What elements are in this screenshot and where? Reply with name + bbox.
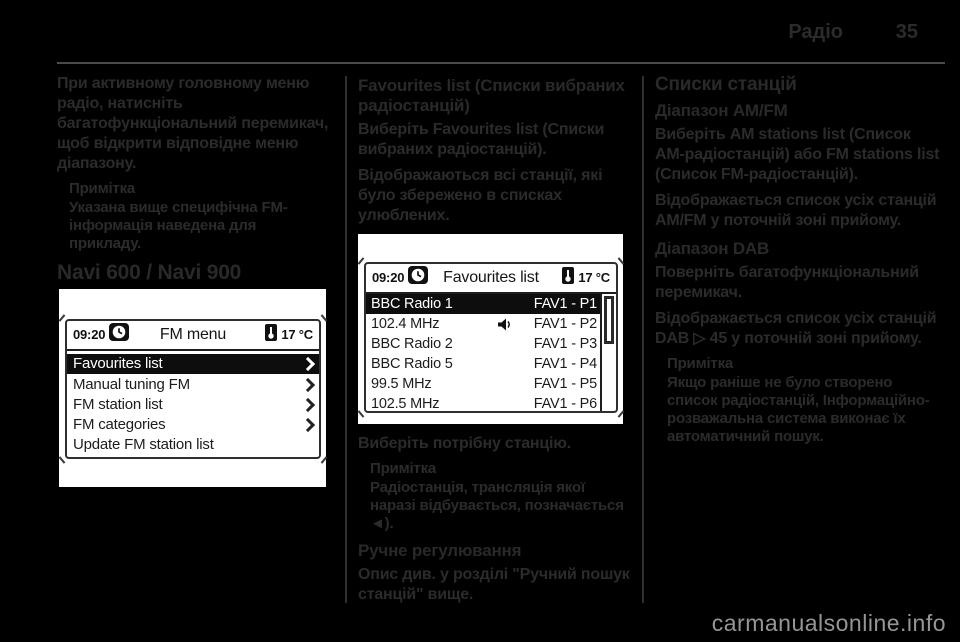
station-name: BBC Radio 5 [371,356,453,372]
frame-corner-tick [321,314,328,321]
favourites-screenshot [358,234,623,424]
frame-corner-tick [321,456,328,463]
screen-title: Favourites list [443,269,539,286]
fm-menu-screenshot [59,289,326,487]
clock-block [372,266,428,290]
paragraph: Поверніть багатофункціональний перемикач. [655,264,919,301]
preset-label: FAV1 - P4 [533,356,597,372]
clock-block [73,323,129,347]
note-text: Указана вище специфічна FM-інформація наведена для прикладу. [69,199,288,252]
status-bar [67,321,319,351]
menu-item-label: Update FM station list [73,436,214,453]
station-row[interactable] [366,314,602,334]
note-text: Якщо раніше не було створено список радіостанцій, Інформаційно-розважальна система виконає їх автоматичний пошук. [667,374,930,445]
note-block [370,460,630,533]
note-text: Радіостанція, трансляція якої наразі відбувається, позначається ◄). [370,479,624,532]
preset-label: FAV1 - P1 [533,296,597,312]
clock-icon [408,266,428,290]
section-heading: Списки станцій [655,74,797,95]
page-number: 35 [895,21,918,43]
scrollbar[interactable] [600,294,616,413]
menu-item-label: FM station list [73,396,163,413]
station-row[interactable] [366,354,602,374]
station-name: 99.5 MHz [371,376,432,392]
menu-item-label: Manual tuning FM [73,376,190,393]
thermometer-icon [265,324,277,347]
temperature-value: 17 °C [281,327,313,342]
station-name: BBC Radio 2 [371,336,453,352]
menu-item[interactable] [67,376,319,394]
thermometer-icon [562,267,574,290]
chevron-right-icon [301,398,315,412]
intro-paragraph: При активному головному меню радіо, натисніть багатофункціональний перемикач, щоб відкрити відповідне меню діапазону. [57,75,329,172]
column-3 [655,74,942,454]
menu-item[interactable] [67,396,319,414]
column-divider [642,76,644,603]
station-name: 102.4 MHz [371,316,440,332]
preset-label: FAV1 - P2 [533,316,597,332]
menu-item[interactable] [67,416,319,434]
note-label: Примітка [370,460,437,477]
station-name: BBC Radio 1 [371,296,453,312]
device-screen-frame [364,262,618,413]
scrollbar-thumb[interactable] [604,296,614,344]
model-heading: Navi 600 / Navi 900 [57,261,242,284]
station-row[interactable] [366,394,602,413]
menu-item-label: Favourites list [73,355,163,372]
fm-menu-items [67,351,319,457]
temperature-block [562,267,610,290]
station-row[interactable] [366,334,602,354]
temperature-block [265,324,313,347]
paragraph: Виберіть потрібну станцію. [358,435,571,452]
menu-item-label: FM categories [73,416,166,433]
paragraph: Відображається список усіх станцій AM/FM у поточній зоні прийому. [655,192,937,229]
frame-corner-tick [59,456,66,463]
preset-label: FAV1 - P6 [533,396,597,412]
frame-corner-tick [358,410,365,417]
speaker-icon [498,318,511,331]
clock-icon [109,323,129,347]
chevron-right-icon [301,418,315,432]
clock-time: 09:20 [372,270,405,285]
note-label: Примітка [69,180,136,197]
section-heading: Ручне регулювання [358,541,522,560]
menu-item[interactable] [67,354,319,374]
temperature-value: 17 °C [578,270,610,285]
note-label: Примітка [667,355,734,372]
column-2 [358,74,630,611]
note-block [69,180,330,253]
paragraph: Відображаються всі станції, які було збережено в списках улюблених. [358,167,603,224]
station-row[interactable] [366,294,602,314]
chevron-right-icon [301,378,315,392]
paragraph: Опис див. у розділі "Ручний пошук станцій" вище. [358,566,630,603]
preset-label: FAV1 - P5 [533,376,597,392]
note-block [667,355,942,446]
chapter-title: Радіо [788,21,843,43]
frame-corner-tick [618,257,625,264]
paragraph: Відображається список усіх станцій DAB ▷ 45 у поточній зоні прийому. [655,310,937,347]
sub-heading: Діапазон AM/FM [655,101,788,120]
preset-label: FAV1 - P3 [533,336,597,352]
column-divider [345,76,347,603]
menu-item[interactable] [67,436,319,454]
header-rule [57,62,945,64]
station-row[interactable] [366,374,602,394]
paragraph: Виберіть AM stations list (Список AM-радіостанцій) або FM stations list (Список FM-радіостанцій). [655,126,940,183]
frame-corner-tick [618,410,625,417]
device-screen-frame [65,319,321,459]
station-name: 102.5 MHz [371,396,440,412]
paragraph: Виберіть Favourites list (Списки вибраних радіостанцій). [358,121,605,158]
watermark: carmanualsonline.info [711,610,946,636]
chevron-right-icon [301,357,315,371]
clock-time: 09:20 [73,327,106,342]
status-bar [366,264,616,294]
section-heading: Favourites list (Списки вибраних радіостанцій) [358,76,625,115]
favourites-rows [366,294,616,413]
sub-heading: Діапазон DAB [655,239,770,258]
column-1 [57,74,330,487]
screen-title: FM menu [159,326,227,343]
